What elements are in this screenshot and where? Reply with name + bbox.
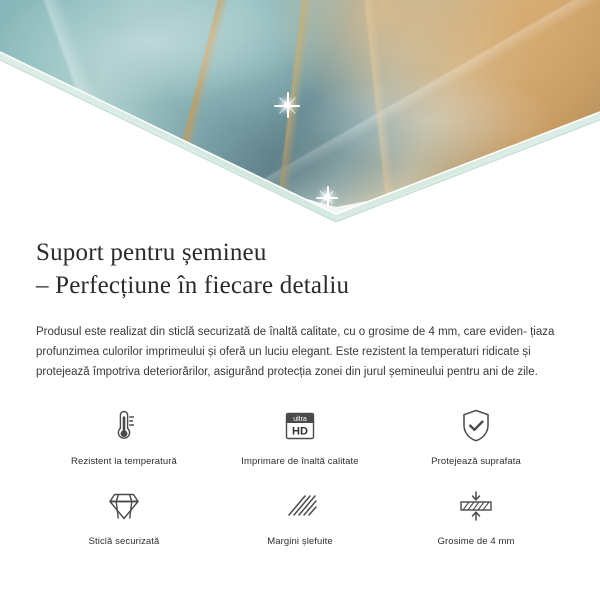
feature-item-tempered-glass <box>36 485 212 547</box>
feature-label: Protejează suprafata <box>431 455 521 467</box>
svg-text:ultra: ultra <box>293 415 307 423</box>
feature-item-temperature-resistant <box>36 405 212 467</box>
hero-image <box>0 0 600 222</box>
feature-item-thickness <box>388 485 564 547</box>
feature-label: Imprimare de înaltă calitate <box>241 455 359 467</box>
description-paragraph: Produsul este realizat din sticlă securizată de înaltă calitate, cu o grosime de 4 mm, care eviden- țiaza profunzimea culorilor imprimeului și oferă un luciu elegant. Este rezistent la temperaturi ridicate și protejează împotriva deteriorărilor, asigurând protecția zonei din jurul șemineului pentru ani de zile. <box>36 325 555 379</box>
ultra-hd-icon <box>281 405 319 447</box>
feature-item-print-quality <box>212 405 388 467</box>
page-title-line-1: Suport pentru șemineu <box>36 239 267 266</box>
feature-label: Grosime de 4 mm <box>437 535 515 547</box>
feature-item-surface-protection <box>388 405 564 467</box>
svg-text:HD: HD <box>292 425 308 438</box>
feature-label: Rezistent la temperatură <box>71 455 177 467</box>
feature-label: Margini șlefuite <box>267 535 333 547</box>
thickness-arrows-icon <box>455 485 497 527</box>
page-title <box>36 236 564 303</box>
shield-check-icon <box>458 405 494 447</box>
polished-edges-icon <box>283 485 317 527</box>
page-title-line-2: – Perfecțiune în fiecare detaliu <box>36 272 350 300</box>
feature-label: Sticlă securizată <box>88 535 160 547</box>
diamond-icon <box>104 485 144 527</box>
content-area <box>0 222 600 547</box>
feature-grid <box>36 405 564 547</box>
feature-item-polished-edges <box>212 485 388 547</box>
thermometer-icon <box>107 405 141 447</box>
